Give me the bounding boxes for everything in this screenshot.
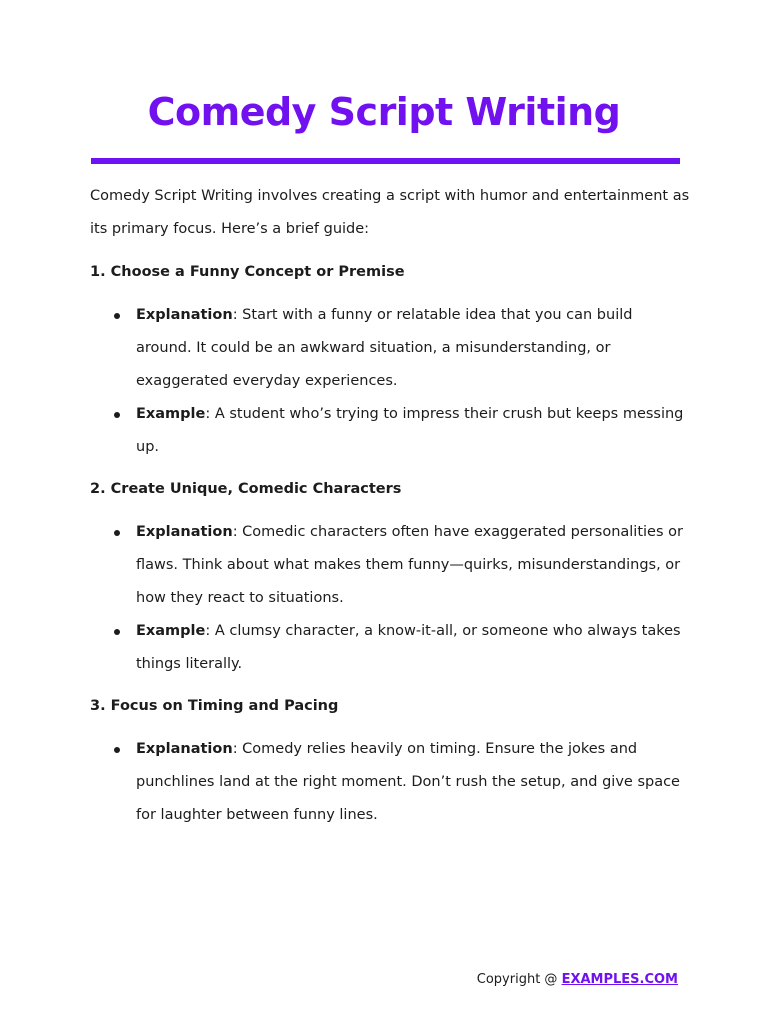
section-3 xyxy=(90,695,690,832)
item-text: : A student who’s trying to impress their crush but keeps messing up. xyxy=(136,406,684,455)
item-text: : A clumsy character, a know-it-all, or someone who always takes things literally. xyxy=(136,623,681,672)
document-body xyxy=(90,180,690,846)
item-text: : Comedic characters often have exaggerated personalities or flaws. Think about what makes them funny—quirks, misunderstandings, or how they react to situations. xyxy=(136,524,683,606)
bullet-icon xyxy=(114,747,120,753)
bullet-icon xyxy=(114,412,120,418)
title-underline xyxy=(91,158,680,164)
list-item xyxy=(90,615,690,681)
footer-copyright xyxy=(477,972,678,987)
examples-link[interactable]: EXAMPLES.COM xyxy=(561,972,678,987)
list-item xyxy=(90,299,690,398)
list-item xyxy=(90,516,690,615)
item-term: Explanation xyxy=(136,307,233,323)
item-term: Explanation xyxy=(136,741,233,757)
bullet-icon xyxy=(114,530,120,536)
section-2 xyxy=(90,478,690,681)
bullet-icon xyxy=(114,313,120,319)
item-term: Explanation xyxy=(136,524,233,540)
page-title: Comedy Script Writing xyxy=(147,90,621,134)
section-heading: 2. Create Unique, Comedic Characters xyxy=(90,481,402,497)
intro-paragraph: Comedy Script Writing involves creating a script with humor and entertainment as its primary focus. Here’s a brief guide: xyxy=(90,188,690,237)
item-text: : Start with a funny or relatable idea that you can build around. It could be an awkward situation, a misunderstanding, or exaggerated everyday experiences. xyxy=(136,307,633,389)
bullet-list xyxy=(90,299,690,464)
copyright-text: Copyright @ xyxy=(476,972,562,987)
bullet-list xyxy=(90,733,690,832)
list-item xyxy=(90,733,690,832)
item-text: : Comedy relies heavily on timing. Ensure the jokes and punchlines land at the right moment. Don’t rush the setup, and give space for laughter between funny lines. xyxy=(136,741,680,823)
section-heading: 3. Focus on Timing and Pacing xyxy=(90,698,339,714)
item-term: Example xyxy=(136,406,206,422)
item-term: Example xyxy=(136,623,206,639)
bullet-list xyxy=(90,516,690,681)
list-item xyxy=(90,398,690,464)
bullet-icon xyxy=(114,629,120,635)
section-heading: 1. Choose a Funny Concept or Premise xyxy=(90,264,405,280)
section-1 xyxy=(90,261,690,464)
